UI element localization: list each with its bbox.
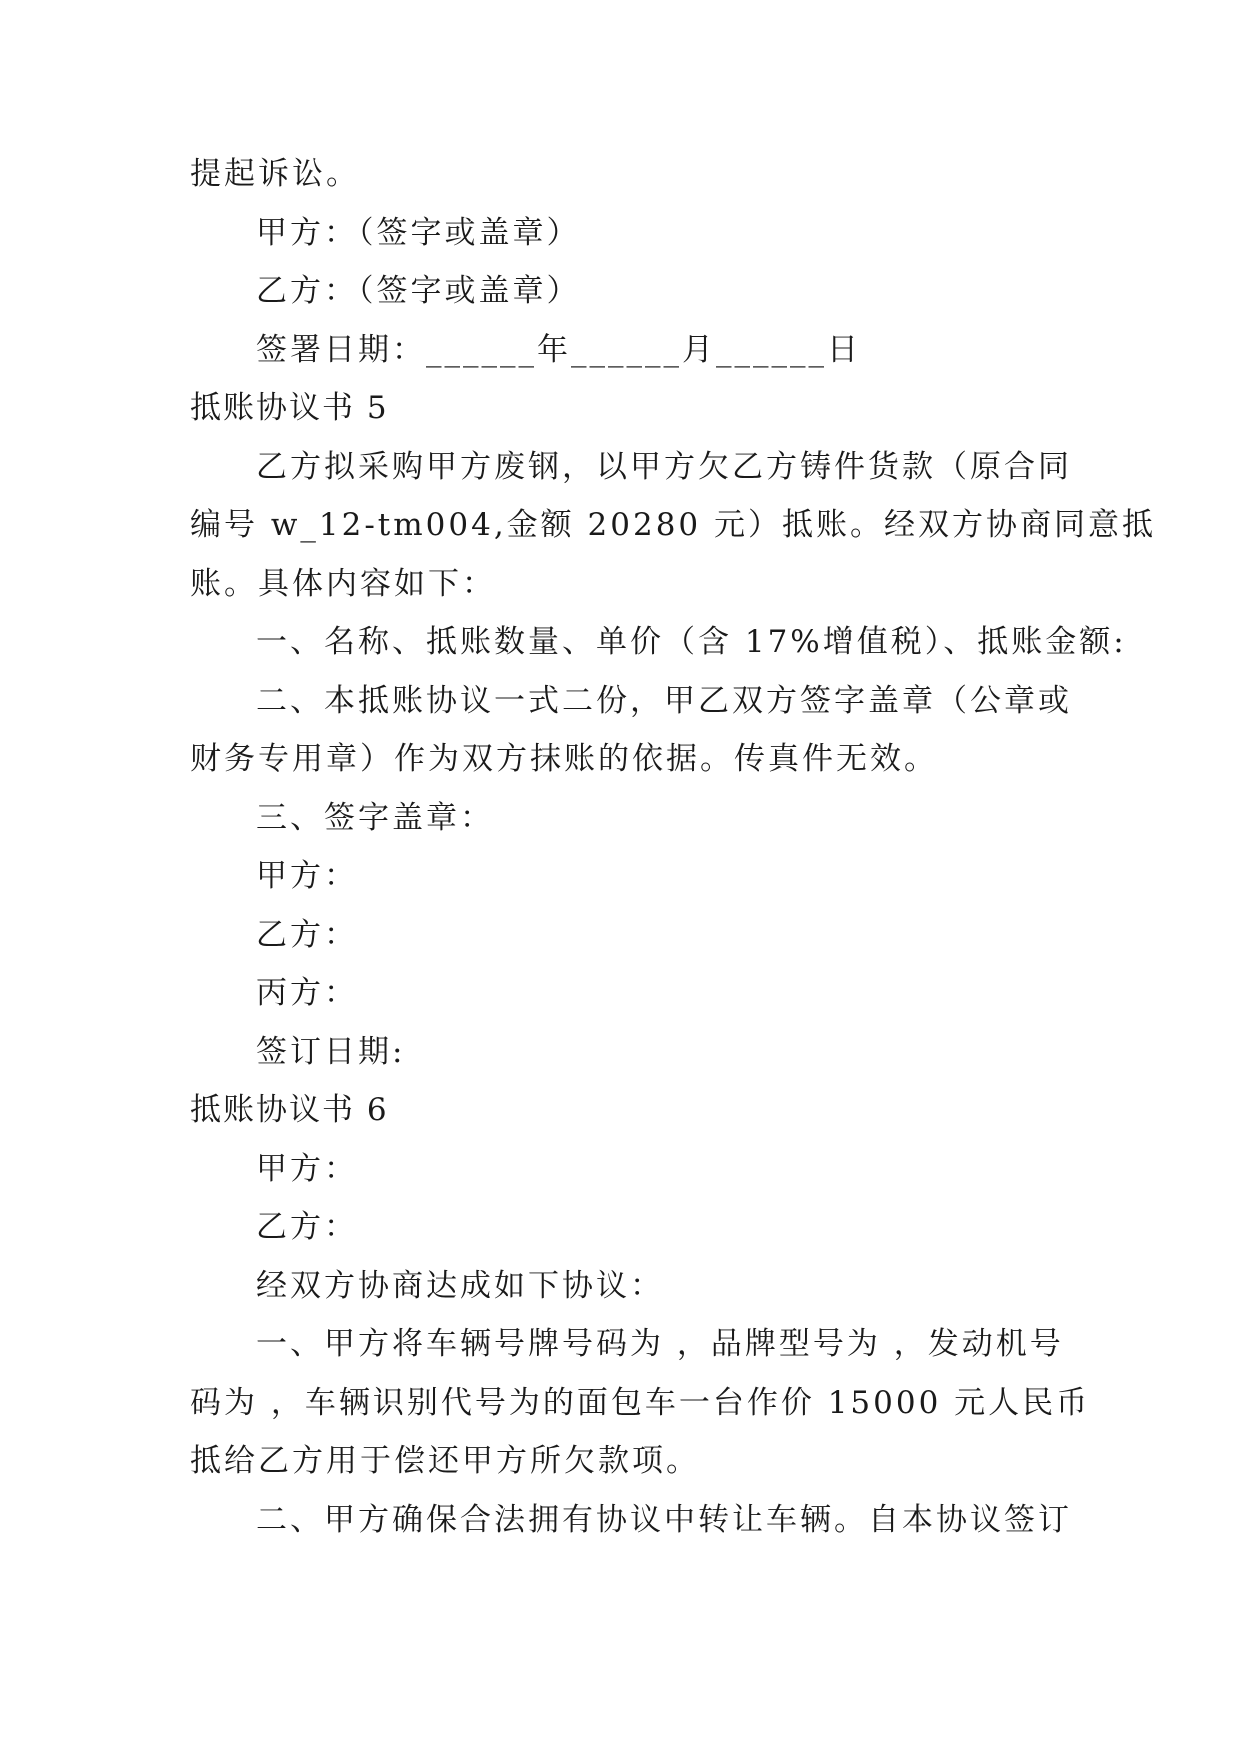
section-heading-6: 抵账协议书 6 <box>190 1092 389 1128</box>
party-c-label: 丙方： <box>256 975 358 1011</box>
signature-party-a: 甲方：（签字或盖章） <box>256 214 581 251</box>
paragraph-line: 财务专用章）作为双方抹账的依据。传真件无效。 <box>190 741 938 777</box>
signing-date-label: 签订日期: <box>256 1033 406 1070</box>
paragraph-line: 经双方协商达成如下协议： <box>256 1267 664 1304</box>
paragraph-line: 账。具体内容如下： <box>190 565 496 602</box>
clause-1: 一、名称、抵账数量、单价（含 17%增值税）、抵账金额: <box>256 624 1127 660</box>
paragraph-line: 编号 w_12-tm004,金额 20280 元）抵账。经双方协商同意抵 <box>190 507 1157 543</box>
party-b-label: 乙方： <box>256 1209 358 1245</box>
party-a-label: 甲方： <box>256 858 358 894</box>
signature-party-b: 乙方：（签字或盖章） <box>256 273 581 309</box>
paragraph-line: 乙方拟采购甲方废钢，以甲方欠乙方铸件货款（原合同 <box>256 448 1072 485</box>
paragraph-line: 抵给乙方用于偿还甲方所欠款项。 <box>190 1443 700 1479</box>
party-a-label: 甲方： <box>256 1150 358 1187</box>
clause-1: 一、甲方将车辆号牌号码为 ，品牌型号为 ，发动机号 <box>256 1326 1064 1362</box>
document-page <box>190 145 1157 1549</box>
section-heading-5: 抵账协议书 5 <box>190 390 389 426</box>
clause-2: 二、甲方确保合法拥有协议中转让车辆。自本协议签订 <box>256 1501 1072 1538</box>
party-b-label: 乙方： <box>256 916 358 953</box>
signing-date: 签署日期：______年______月______日 <box>256 331 861 368</box>
paragraph-line: 码为 ，车辆识别代号为的面包车一台作价 15000 元人民币 <box>190 1384 1091 1421</box>
clause-3: 三、签字盖章： <box>256 799 494 836</box>
text-line: 提起诉讼。 <box>190 156 360 192</box>
clause-2: 二、本抵账协议一式二份，甲乙双方签字盖章（公章或 <box>256 682 1072 719</box>
